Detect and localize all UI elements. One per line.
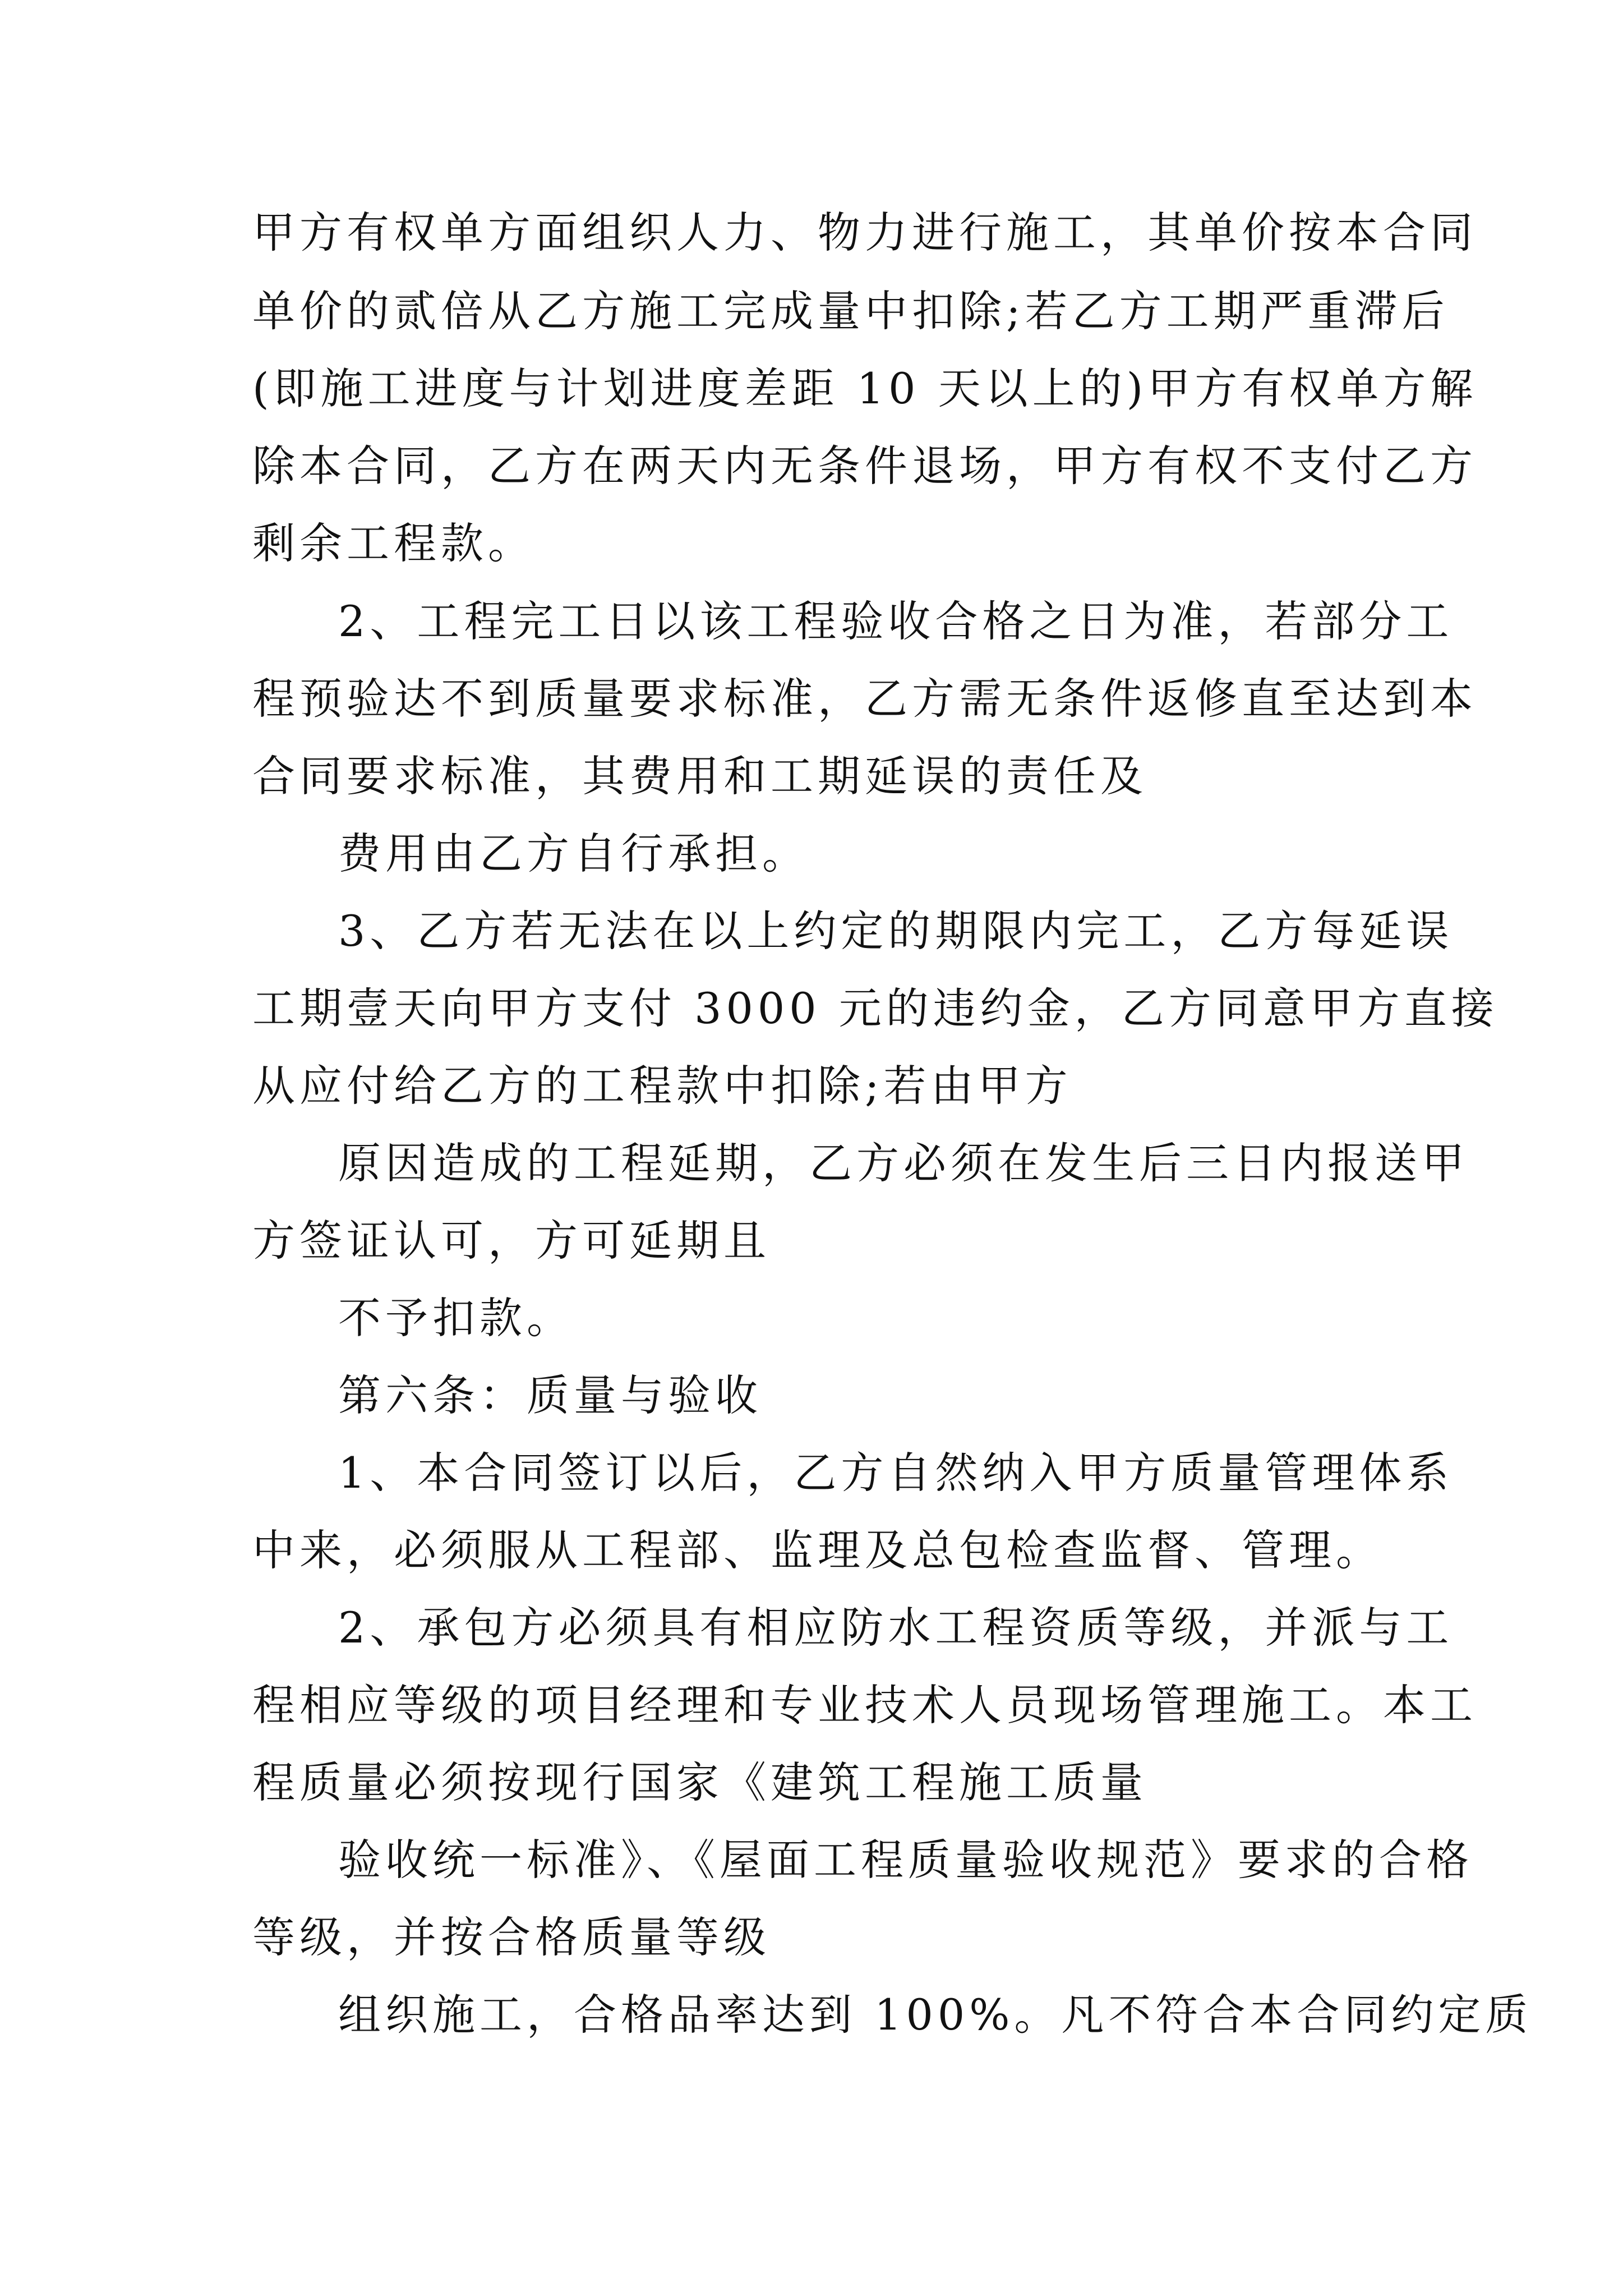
text-line: 程相应等级的项目经理和专业技术人员现场管理施工。本工 <box>252 1680 1477 1730</box>
text-line: 程质量必须按现行国家《建筑工程施工质量 <box>252 1757 1147 1807</box>
text-line: 2、工程完工日以该工程验收合格之日为准，若部分工 <box>338 596 1454 646</box>
text-line: 组织施工，合格品率达到 100%。凡不符合本合同约定质 <box>338 1990 1533 2040</box>
text-line: 等级，并按合格质量等级 <box>252 1912 771 1962</box>
text-line: 合同要求标准，其费用和工期延误的责任及 <box>252 751 1147 801</box>
section-heading: 第六条：质量与验收 <box>338 1370 762 1420</box>
text-line: 1、本合同签订以后，乙方自然纳入甲方质量管理体系 <box>338 1448 1454 1498</box>
text-line: 中来，必须服从工程部、监理及总包检查监督、管理。 <box>252 1525 1383 1575</box>
text-line: 程预验达不到质量要求标准，乙方需无条件返修直至达到本 <box>252 674 1477 724</box>
text-line: 甲方有权单方面组织人力、物力进行施工，其单价按本合同 <box>252 208 1477 257</box>
text-line: 费用由乙方自行承担。 <box>338 829 809 878</box>
text-line: 剩余工程款。 <box>252 518 535 568</box>
text-line: 不予扣款。 <box>338 1293 574 1343</box>
text-line: 除本合同，乙方在两天内无条件退场，甲方有权不支付乙方 <box>252 441 1477 491</box>
text-line: 工期壹天向甲方支付 3000 元的违约金，乙方同意甲方直接 <box>252 983 1498 1033</box>
text-line: 2、承包方必须具有相应防水工程资质等级，并派与工 <box>338 1603 1454 1653</box>
text-line: (即施工进度与计划进度差距 10 天以上的)甲方有权单方解 <box>252 364 1478 413</box>
text-line: 单价的贰倍从乙方施工完成量中扣除;若乙方工期严重滞后 <box>252 286 1449 336</box>
text-line: 3、乙方若无法在以上约定的期限内完工，乙方每延误 <box>338 906 1454 956</box>
text-line: 从应付给乙方的工程款中扣除;若由甲方 <box>252 1061 1072 1111</box>
text-line: 方签证认可，方可延期且 <box>252 1216 771 1266</box>
text-line: 验收统一标准》、《屋面工程质量验收规范》要求的合格 <box>338 1835 1473 1885</box>
text-line: 原因造成的工程延期，乙方必须在发生后三日内报送甲 <box>338 1138 1469 1188</box>
